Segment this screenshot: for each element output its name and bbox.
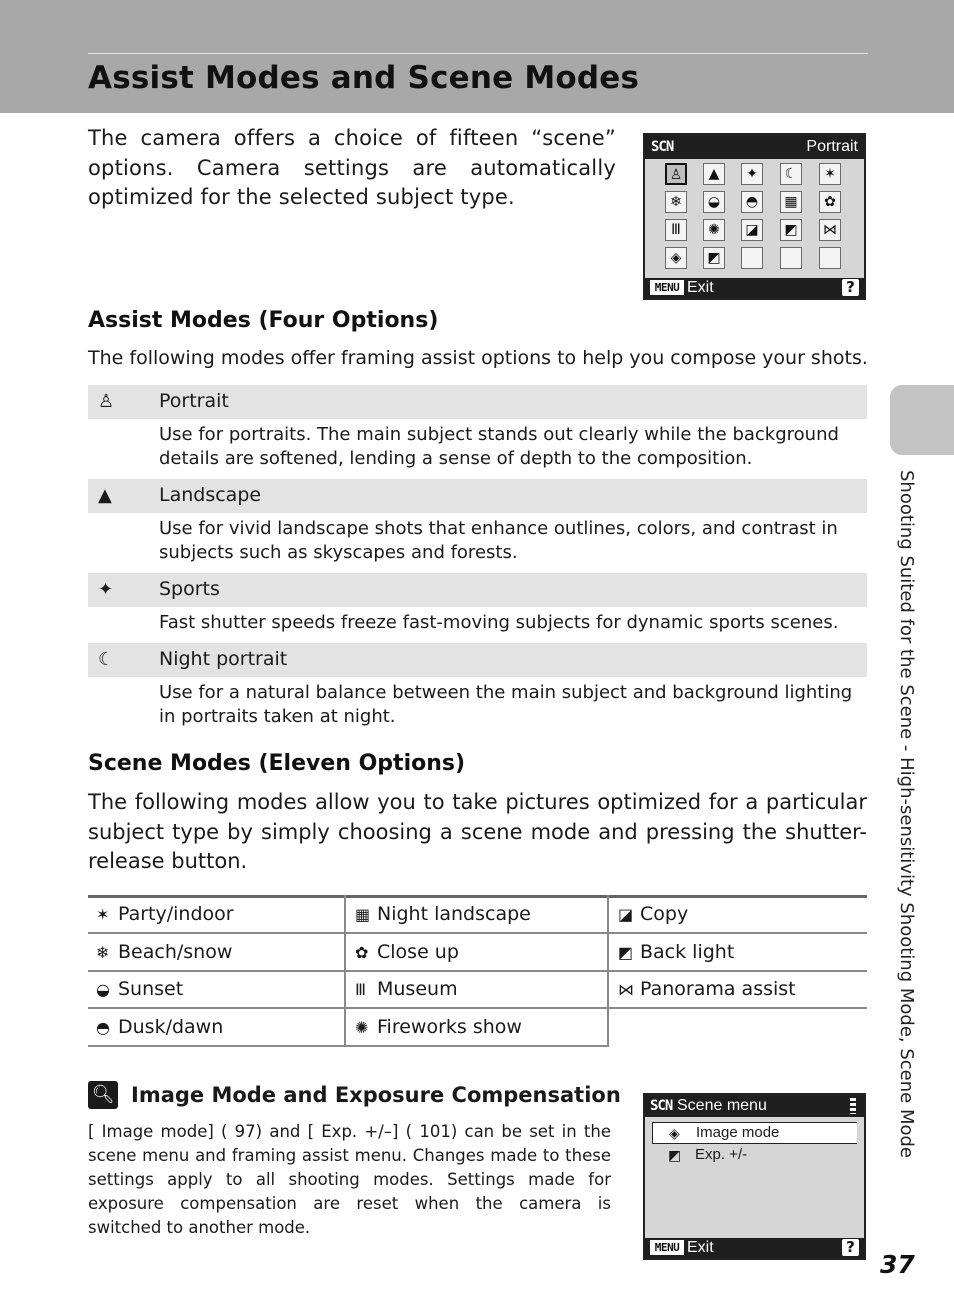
- screen-top-bar: [645, 135, 864, 159]
- menu-badge[interactable]: MENU: [650, 280, 684, 295]
- landscape-icon: ▲: [98, 485, 112, 506]
- beach-snow-icon: ❄: [96, 943, 110, 962]
- table-rule: [88, 1007, 867, 1009]
- grid-back-light-icon[interactable]: ◩: [780, 219, 802, 241]
- chapter-side-label: Shooting Suited for the Scene - High-sensitivity Shooting Mode, Scene Mode: [896, 470, 917, 1158]
- assist-mode-sports-row: [88, 573, 867, 607]
- grid-empty-cell: [780, 247, 802, 269]
- grid-sunset-icon[interactable]: ◒: [703, 191, 725, 213]
- grid-copy-icon[interactable]: ◪: [741, 219, 763, 241]
- grid-museum-icon[interactable]: Ⅲ: [665, 219, 687, 241]
- grid-party-indoor-icon[interactable]: ✶: [819, 163, 841, 185]
- night-landscape-icon: ▦: [355, 905, 371, 924]
- scene-mode-copy: ◪ Copy: [618, 903, 689, 925]
- scene-mode-dusk-dawn: ◓ Dusk/dawn: [96, 1016, 224, 1038]
- panorama-assist-icon: ⋈: [618, 980, 634, 999]
- chapter-side-text: [895, 470, 919, 1170]
- assist-mode-portrait-row: [88, 385, 867, 419]
- menu-title: Scene menu: [677, 1097, 767, 1114]
- table-divider: [607, 895, 609, 1047]
- header-rule: [88, 53, 868, 54]
- table-rule: [88, 932, 867, 934]
- back-light-icon: ◩: [618, 943, 634, 962]
- scene-mode-fireworks-show: ✺ Fireworks show: [355, 1016, 522, 1038]
- selected-mode-label: Portrait: [806, 138, 858, 155]
- grid-landscape-icon[interactable]: ▲: [703, 163, 725, 185]
- grid-exposure-compensation-icon[interactable]: ◩: [703, 247, 725, 269]
- night-portrait-icon: ☾: [98, 649, 115, 670]
- grid-night-landscape-icon[interactable]: ▦: [780, 191, 802, 213]
- screen-top-bar: [645, 1095, 864, 1117]
- portrait-icon: ♙: [98, 391, 115, 412]
- intro-paragraph: The camera offers a choice of fifteen “scene” options. Camera settings are automatically optimized for the selected subject type.: [88, 126, 616, 209]
- museum-icon: Ⅲ: [355, 980, 367, 999]
- image-mode-heading: Image Mode and Exposure Compensation: [131, 1083, 621, 1107]
- scene-mode-museum: Ⅲ Museum: [355, 978, 458, 1000]
- mode-label: Landscape: [159, 484, 262, 506]
- chapter-tab: [890, 385, 954, 455]
- screen-bottom-bar: [645, 1238, 864, 1258]
- assist-mode-night-portrait-row: [88, 643, 867, 677]
- scene-mode-panorama-assist: ⋈ Panorama assist: [618, 978, 796, 1000]
- party-indoor-icon: ✶: [96, 905, 110, 924]
- mode-description: Fast shutter speeds freeze fast-moving subjects for dynamic sports scenes.: [159, 612, 839, 633]
- grid-close-up-icon[interactable]: ✿: [819, 191, 841, 213]
- grid-sports-icon[interactable]: ✦: [741, 163, 763, 185]
- scene-mode-sunset: ◒ Sunset: [96, 978, 184, 1000]
- table-rule: [88, 1045, 609, 1047]
- assist-modes-intro: The following modes offer framing assist options to help you compose your shots.: [88, 347, 868, 369]
- assist-modes-heading: Assist Modes (Four Options): [88, 308, 439, 333]
- scene-mode-night-landscape: ▦ Night landscape: [355, 903, 531, 925]
- help-icon[interactable]: ?: [842, 279, 859, 296]
- table-rule: [88, 895, 867, 898]
- grid-empty-cell: [819, 247, 841, 269]
- scrollbar-icon: [850, 1098, 856, 1114]
- scn-badge-icon: SCN: [651, 139, 674, 155]
- menu-badge[interactable]: MENU: [650, 1240, 684, 1255]
- exit-label[interactable]: Exit: [687, 279, 714, 296]
- grid-fireworks-show-icon[interactable]: ✺: [703, 219, 725, 241]
- menu-item-exp[interactable]: ◩ Exp. +/-: [668, 1146, 748, 1163]
- scn-badge-icon: SCN: [650, 1098, 673, 1114]
- header-band: [0, 0, 954, 113]
- assist-mode-landscape-row: [88, 479, 867, 513]
- sunset-icon: ◒: [96, 980, 110, 999]
- sports-icon: ✦: [98, 579, 114, 600]
- page-title: Assist Modes and Scene Modes: [88, 60, 640, 96]
- scene-selection-screen: [643, 133, 866, 300]
- scene-modes-heading: Scene Modes (Eleven Options): [88, 751, 466, 776]
- scene-mode-back-light: ◩ Back light: [618, 941, 735, 963]
- scene-modes-intro: The following modes allow you to take pictures optimized for a particular subject type by simply choosing a scene mode and pressing the shutter-release button.: [88, 790, 867, 873]
- fireworks-show-icon: ✺: [355, 1018, 369, 1037]
- table-divider: [344, 895, 346, 1047]
- grid-night-portrait-icon[interactable]: ☾: [780, 163, 802, 185]
- grid-panorama-assist-icon[interactable]: ⋈: [819, 219, 841, 241]
- copy-icon: ◪: [618, 905, 634, 924]
- image-mode-paragraph: [ Image mode] ( 97) and [ Exp. +/–] ( 101) can be set in the scene menu and framing assist menu. Changes made to these settings apply to all shooting modes. Settings made for exposure compensation are reset when the camera is switched to another mode.: [88, 1122, 611, 1237]
- close-up-icon: ✿: [355, 943, 369, 962]
- exposure-compensation-icon: ◩: [668, 1147, 682, 1163]
- menu-item-image-mode[interactable]: ◈ Image mode: [652, 1122, 857, 1144]
- mode-label: Sports: [159, 578, 220, 600]
- scene-mode-close-up: ✿ Close up: [355, 941, 459, 963]
- grid-empty-cell: [741, 247, 763, 269]
- mode-label: Portrait: [159, 390, 229, 412]
- grid-dusk-dawn-icon[interactable]: ◓: [741, 191, 763, 213]
- note-magnifier-icon: 🔍︎: [88, 1081, 118, 1109]
- grid-image-mode-icon[interactable]: ◈: [665, 247, 687, 269]
- scene-modes-table: [88, 895, 867, 1047]
- mode-description: Use for portraits. The main subject stands out clearly while the background details are softened, lending a sense of depth to the composition.: [159, 424, 839, 469]
- scene-mode-beach-snow: ❄ Beach/snow: [96, 941, 233, 963]
- grid-beach-snow-icon[interactable]: ❄: [665, 191, 687, 213]
- table-rule: [88, 970, 867, 972]
- grid-portrait-icon[interactable]: ♙: [665, 163, 687, 185]
- mode-label: Night portrait: [159, 648, 288, 670]
- dusk-dawn-icon: ◓: [96, 1018, 110, 1037]
- exit-label[interactable]: Exit: [687, 1239, 714, 1256]
- mode-description: Use for vivid landscape shots that enhance outlines, colors, and contrast in subjects such as skyscapes and forests.: [159, 518, 838, 563]
- scene-menu-screen: [643, 1093, 866, 1260]
- page-number: 37: [880, 1250, 915, 1279]
- help-icon[interactable]: ?: [842, 1239, 859, 1256]
- scene-mode-party-indoor: ✶ Party/indoor: [96, 903, 234, 925]
- screen-bottom-bar: [645, 278, 864, 298]
- image-mode-icon: ◈: [669, 1125, 680, 1141]
- mode-description: Use for a natural balance between the main subject and background lighting in portraits taken at night.: [159, 682, 853, 727]
